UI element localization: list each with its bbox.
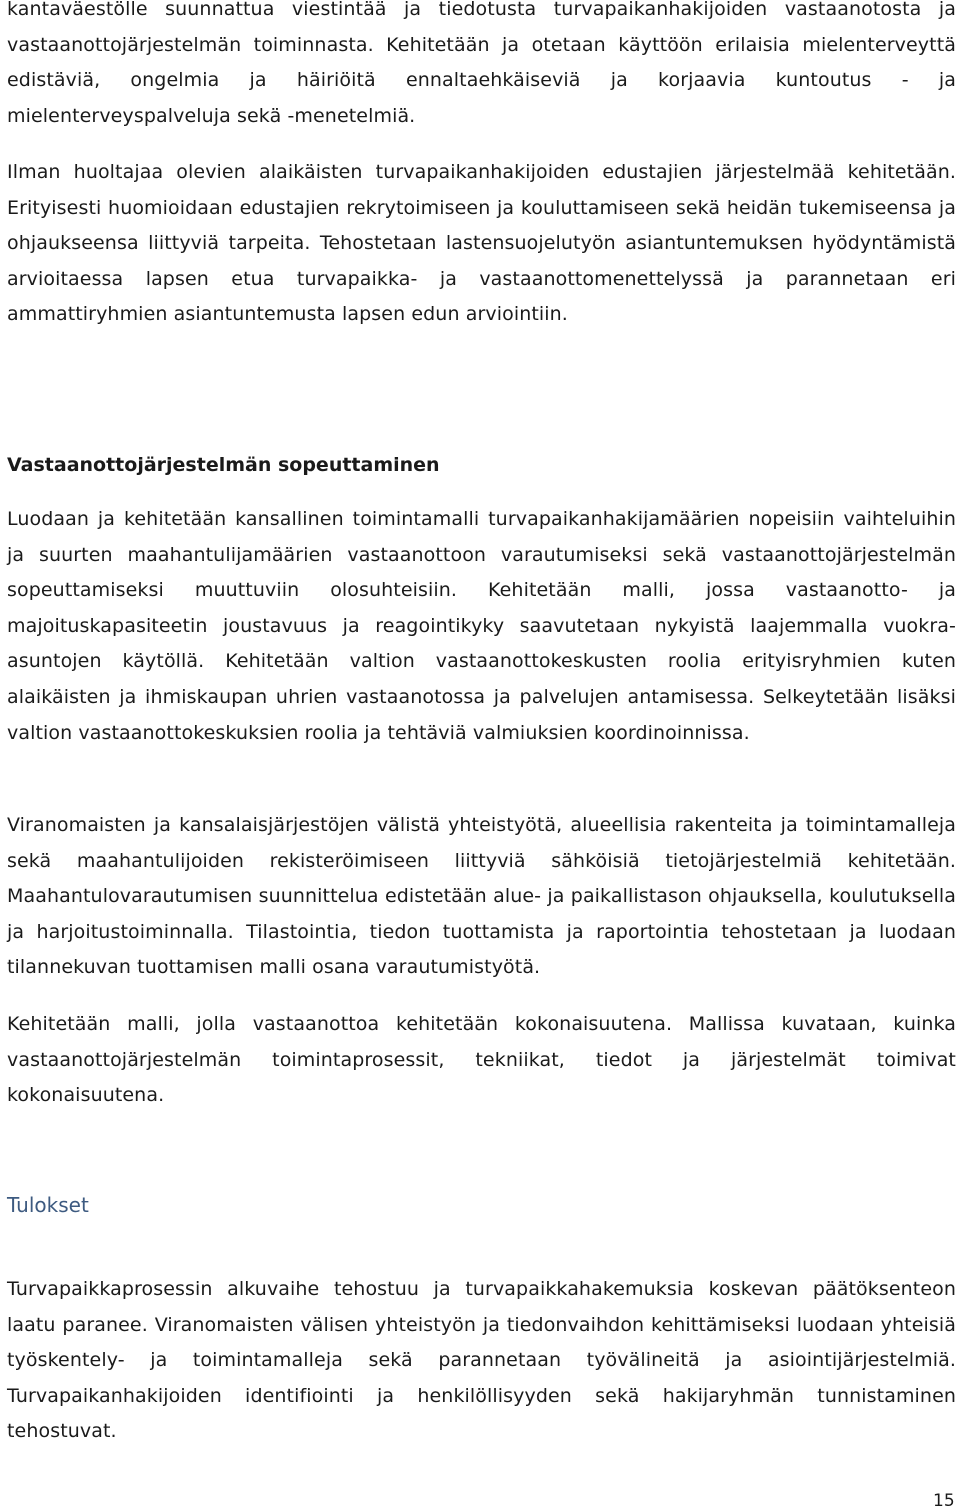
paragraph-unaccompanied-minors: Ilman huoltajaa olevien alaikäisten turvapaikanhakijoiden edustajien järjestelmää kehitetään. Erityisesti huomioidaan edustajien rekrytoimiseen ja kouluttamiseen sekä heidän tukemiseensa ja ohjaukseensa liittyviä tarpeita. Tehostetaan lastensuojelutyön asiantuntemuksen hyödyntämistä arvioitaessa lapsen etua turvapaikka- ja vastaanottomenettelyssä ja parannetaan eri ammattiryhmien asiantuntemusta lapsen edun arviointiin. [7,161,956,326]
section-heading-adaptation: Vastaanottojärjestelmän sopeuttaminen [7,454,440,476]
paragraph-intro: kantaväestölle suunnattua viestintää ja tiedotusta turvapaikanhakijoiden vastaanotosta ja vastaanottojärjestelmän toiminnasta. Kehitetään ja otetaan käyttöön erilaisia mielenterveyttä edistäviä, ongelmia ja häiriöitä ennaltaehkäiseviä ja korjaavia kuntoutus - ja mielenterveyspalveluja sekä -menetelmiä. [7,0,956,127]
section-heading-results: Tulokset [7,1193,89,1217]
paragraph-cooperation: Viranomaisten ja kansalaisjärjestöjen välistä yhteistyötä, alueellisia rakenteita ja toimintamalleja sekä maahantulijoiden rekisteröimiseen liittyviä sähköisiä tietojärjestelmiä kehitetään. Maahantulovarautumisen suunnittelua edistetään alue- ja paikallistason ohjauksella, koulutuksella ja harjoitustoiminnalla. Tilastointia, tiedon tuottamista ja raportointia tehostetaan ja luodaan tilannekuvan tuottamisen malli osana varautumistyötä. [7,814,956,979]
paragraph-reception-model: Kehitetään malli, jolla vastaanottoa kehitetään kokonaisuutena. Mallissa kuvataan, kuinka vastaanottojärjestelmän toimintaprosessit, tekniikat, tiedot ja järjestelmät toimivat kokonaisuutena. [7,1013,956,1107]
page-number: 15 [933,1491,955,1511]
paragraph-adaptation-model: Luodaan ja kehitetään kansallinen toimintamalli turvapaikanhakijamäärien nopeisiin vaihteluihin ja suurten maahantulijamäärien vastaanottoon varautumiseksi sekä vastaanottojärjestelmän sopeuttamiseksi muuttuviin olosuhteisiin. Kehitetään malli, jossa vastaanotto- ja majoituskapasiteetin joustavuus ja reagointikyky saavutetaan nykyistä laajemmalla vuokra-asuntojen käytöllä. Kehitetään valtion vastaanottokeskusten roolia erityisryhmien kuten alaikäisten ja ihmiskaupan uhrien vastaanotossa ja palvelujen antamisessa. Selkeytetään lisäksi valtion vastaanottokeskuksien roolia ja tehtäviä valmiuksien koordinoinnissa. [7,508,956,744]
paragraph-results: Turvapaikkaprosessin alkuvaihe tehostuu ja turvapaikkahakemuksia koskevan päätöksenteon laatu paranee. Viranomaisten välisen yhteistyön ja tiedonvaihdon kehittämiseksi luodaan yhteisiä työskentely- ja toimintamalleja sekä parannetaan työvälineitä ja asiointijärjestelmiä. Turvapaikanhakijoiden identifiointi ja henkilöllisyyden sekä hakijaryhmän tunnistaminen tehostuvat. [7,1278,956,1443]
